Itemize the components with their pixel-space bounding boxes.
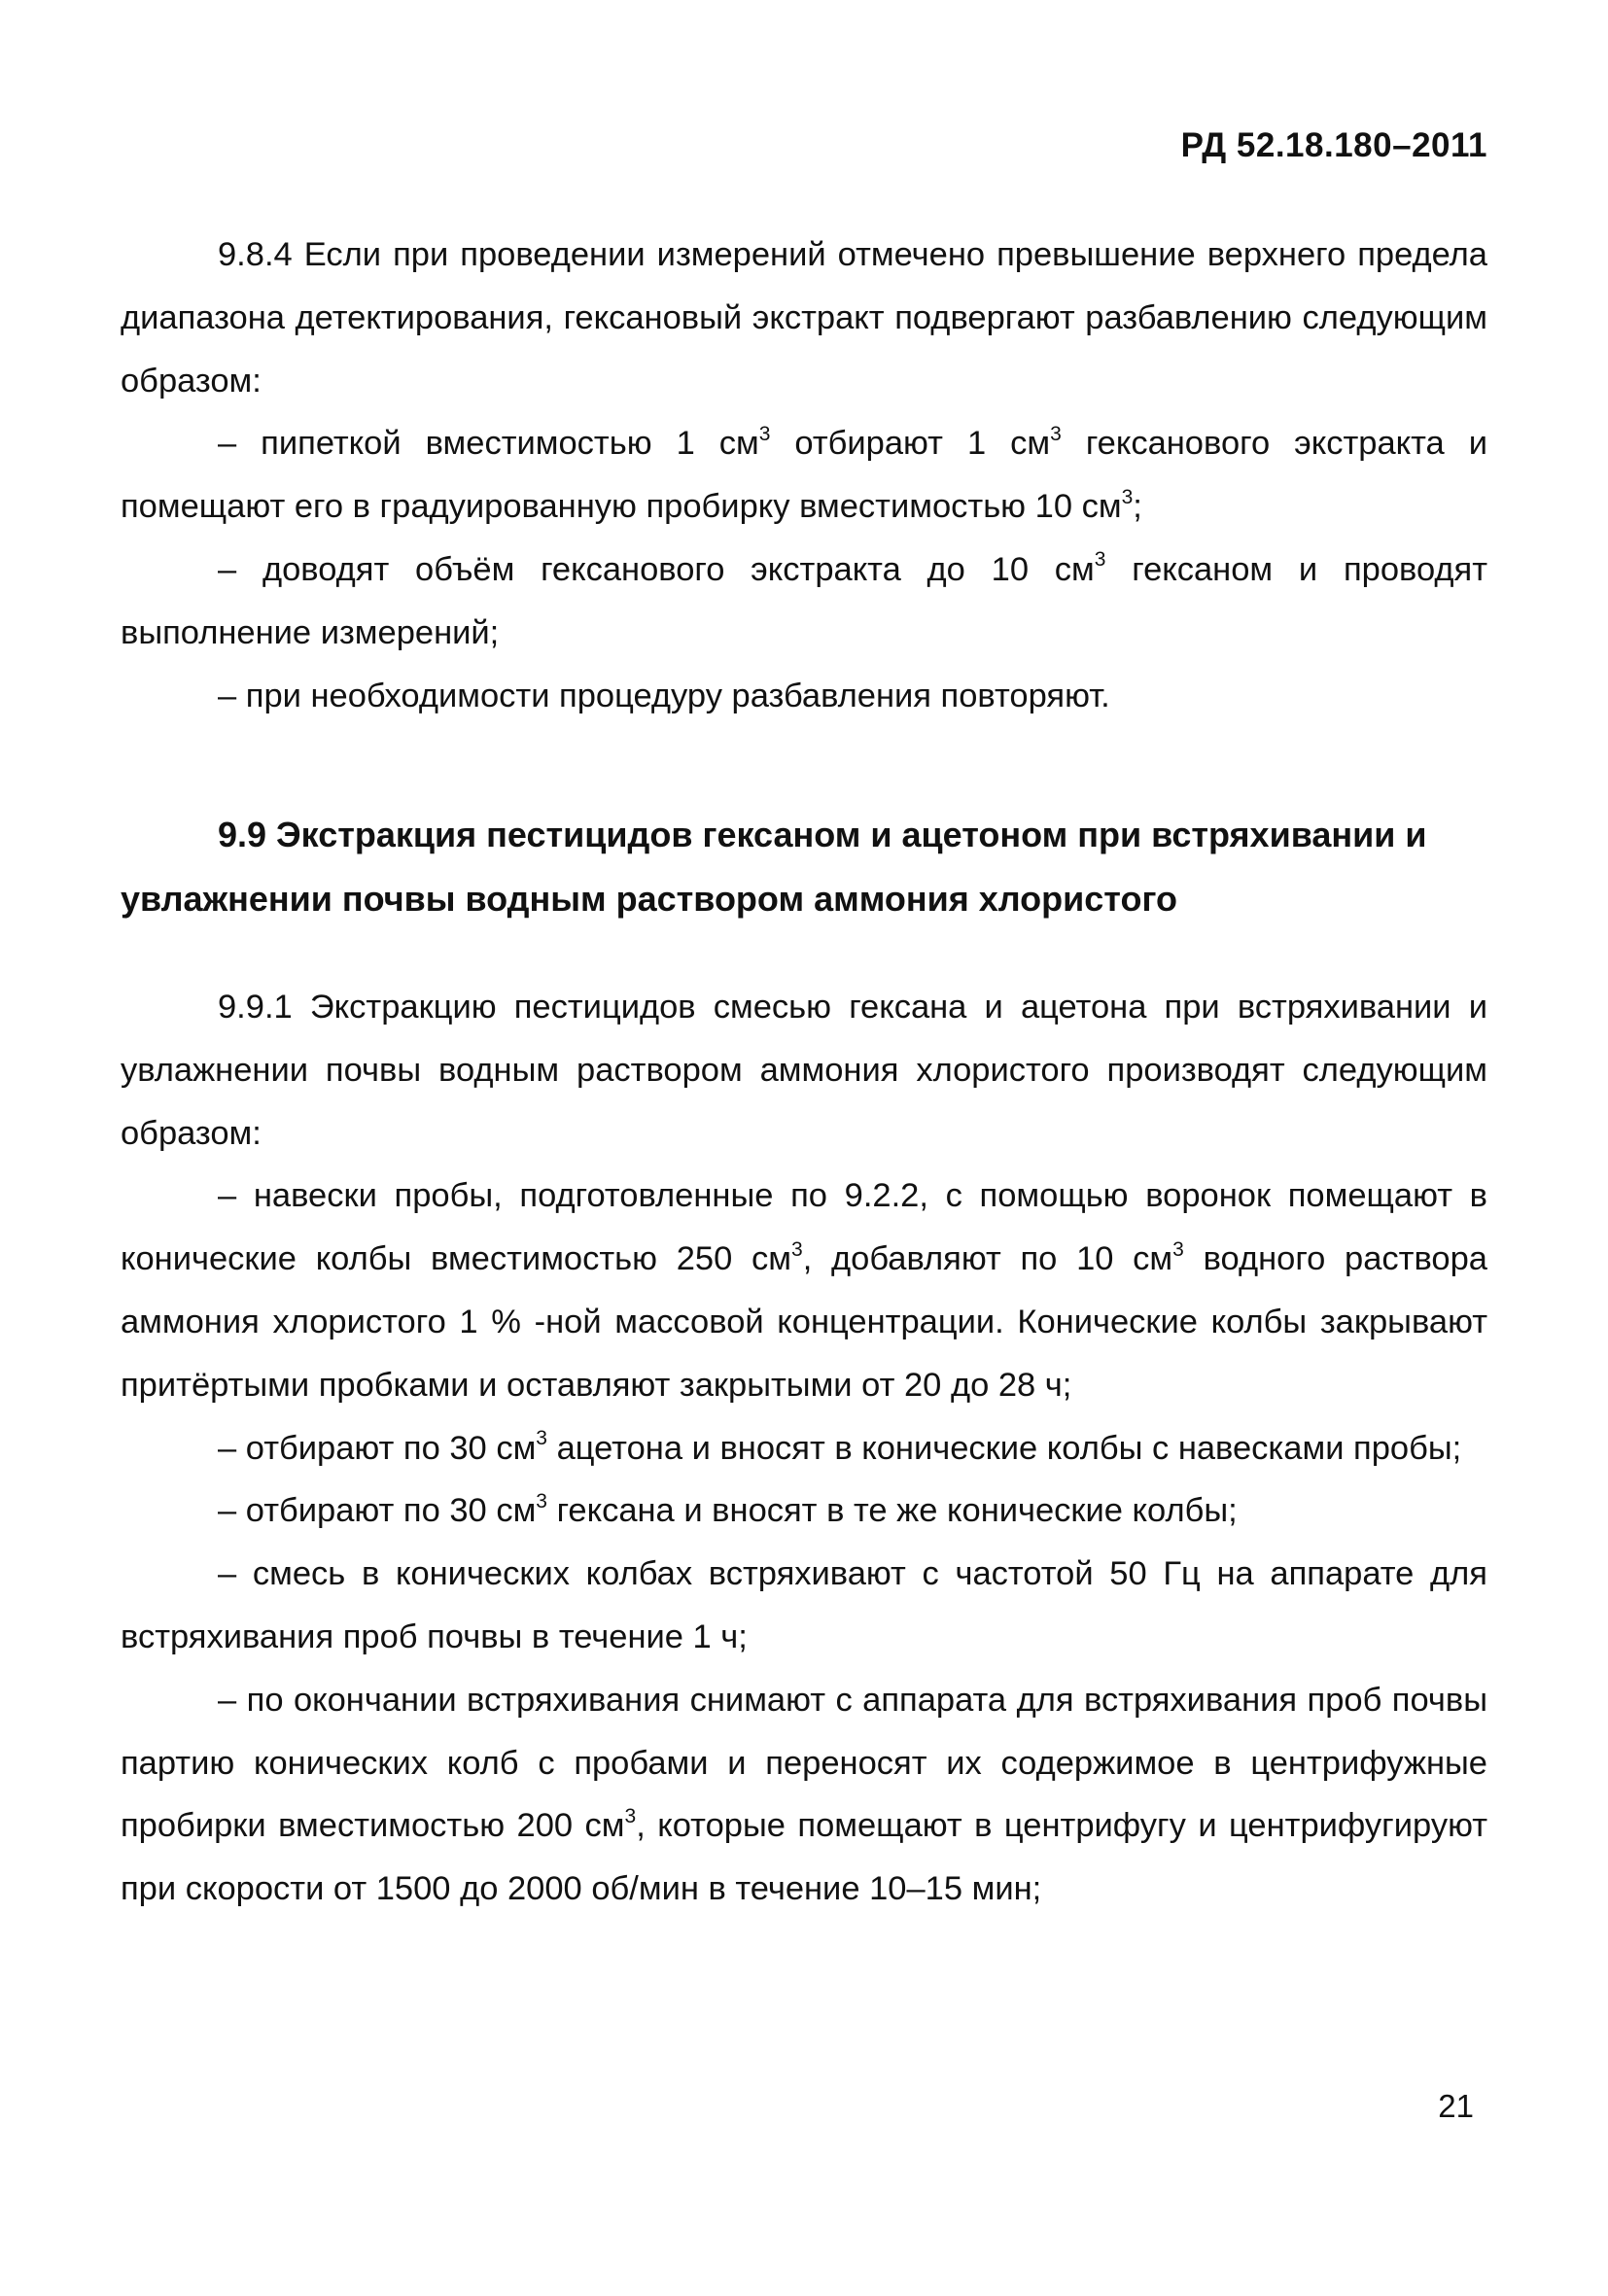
list-item-centrifuge: – по окончании встряхивания снимают с аппарата для встряхивания проб почвы партию конических колб с пробами и переносят их содержимое в центрифужные пробирки вместимостью 200 $см^3$, которые помещают в центрифугу и центрифугируют при скорости от 1500 до 2000 об/мин в течение 10–15 мин; <box>121 1681 1487 1908</box>
section-heading-9-9 <box>121 803 1487 931</box>
section-9-9-1 <box>121 976 1487 1921</box>
list-item-samples: – навески пробы, подготовленные по 9.2.2, с помощью воронок помещают в конические колбы вместимостью 250 $см^3$, добавляют по 10 $см^3$ водного раствора аммония хлористого 1 % -ной массовой концентрации. Конические колбы закрывают притёртыми пробками и оставляют закрытыми от 20 до 28 ч; <box>121 1177 1487 1404</box>
paragraph-9-9-1: 9.9.1 Экстракцию пестицидов смесью гексана и ацетона при встряхивании и увлажнении почвы водным раствором аммония хлористого производят следующим образом: <box>121 989 1487 1152</box>
page-number: 21 <box>1438 2088 1474 2124</box>
document-code: РД 52.18.180–2011 <box>1180 126 1487 164</box>
heading-9-9: 9.9 Экстракция пестицидов гексаном и ацетоном при встряхивании и увлажнении почвы водным раствором аммония хлористого <box>121 815 1427 919</box>
list-item-adjust-volume: – доводят объём гексанового экстракта до 10 $см^3$ гексаном и проводят выполнение измерений; <box>121 548 1488 651</box>
list-item-hexane: – отбирают по 30 $см^3$ гексана и вносят в те же конические колбы; <box>218 1489 1238 1530</box>
paragraph-9-8-4: 9.8.4 Если при проведении измерений отмечено превышение верхнего предела диапазона детектирования, гексановый экстракт подвергают разбавлению следующим образом: <box>121 236 1487 400</box>
list-item-pipette: – пипеткой вместимостью 1 $см^3$ отбирают 1 $см^3$ гексанового экстракта и помещают его в градуированную пробирку вместимостью 10 $см^3$; <box>121 422 1487 526</box>
list-item-repeat: – при необходимости процедуру разбавления повторяют. <box>218 677 1110 714</box>
list-item-acetone: – отбирают по 30 $см^3$ ацетона и вносят в конические колбы с навесками пробы; <box>218 1427 1462 1467</box>
list-item-shaking: – смесь в конических колбах встряхивают с частотой 50 Гц на аппарате для встряхивания проб почвы в течение 1 ч; <box>121 1555 1487 1655</box>
section-9-8-4 <box>121 224 1487 727</box>
